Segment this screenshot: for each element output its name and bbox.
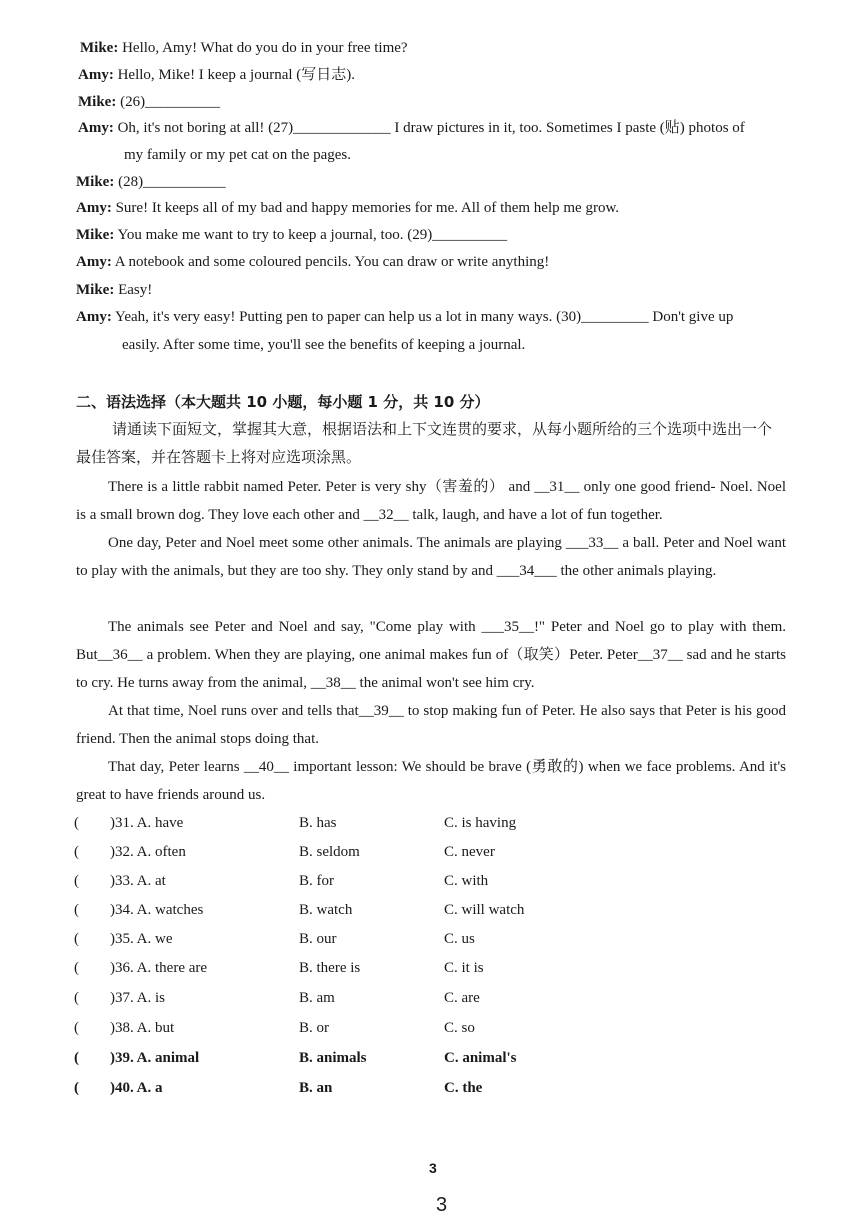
question-option-c: C. will watch [444,902,525,918]
question-option-c: C. animal's [444,1050,517,1066]
speaker-label: Mike: [76,282,115,298]
question-option-b: B. seldom [299,844,360,860]
dialogue-line [76,307,733,327]
answer-paren: ( [74,1020,79,1036]
answer-paren: ( [74,815,79,831]
dialogue-text: Oh, it's not boring at all! (27)_____________ I draw pictures in it, too. Sometimes I paste (贴) photos of [113,120,745,136]
question-option-b: B. animals [299,1050,367,1066]
question-row [74,990,594,1012]
question-option-a: )37. A. is [110,990,166,1006]
question-row [74,844,594,866]
dialogue-text: easily. After some time, you'll see the benefits of keeping a journal. [122,337,526,353]
question-option-c: C. with [444,873,489,889]
question-option-b: B. watch [299,902,353,918]
dialogue-text: Hello, Mike! I keep a journal (写日志). [113,67,356,83]
dialogue-line [76,280,152,300]
question-option-b: B. for [299,873,334,889]
question-option-a: )32. A. often [110,844,186,860]
dialogue-line [76,252,549,272]
passage-paragraph: That day, Peter learns __40__ important lesson: We should be brave (勇敢的) when we face problems. And it's great to have friends around us. [76,759,786,803]
dialogue-line [122,335,525,355]
passage-paragraph: The animals see Peter and Noel and say, "Come play with ___35__!" Peter and Noel go to play with them. But__36__ a problem. When they are playing, one animal makes fun of（取笑）Peter. Peter__37__ sad and he starts to cry. He turns away from the animal, __38__ the animal won't see him cry. [76,619,786,691]
question-option-a: )39. A. animal [110,1050,200,1066]
question-row [74,873,594,895]
dialogue-line [78,65,355,85]
answer-paren: ( [74,844,79,860]
dialogue-text: Sure! It keeps all of my bad and happy memories for me. All of them help me grow. [111,200,620,216]
dialogue-line [76,198,619,218]
dialogue-line [76,225,507,245]
speaker-label: Amy: [76,309,112,325]
speaker-label: Amy: [78,67,114,83]
question-option-b: B. has [299,815,337,831]
speaker-label: Amy: [76,200,112,216]
dialogue-text: Hello, Amy! What do you do in your free time? [118,40,408,56]
dialogue-text: A notebook and some coloured pencils. You can draw or write anything! [111,254,550,270]
dialogue-line [80,38,408,58]
answer-paren: ( [74,990,79,1006]
dialogue-text: my family or my pet cat on the pages. [124,147,352,163]
speaker-label: Amy: [76,254,112,270]
question-option-c: C. is having [444,815,517,831]
answer-paren: ( [74,873,79,889]
question-row [74,1020,594,1042]
speaker-label: Mike: [76,174,115,190]
question-option-a: )31. A. have [110,815,184,831]
question-option-c: C. never [444,844,495,860]
dialogue-line [78,118,745,138]
section-instruction: 请通读下面短文，掌握其大意，根据语法和上下文连贯的要求，从每小题所给的三个选项中选出一个最佳答案，并在答题卡上将对应选项涂黑。 [76,420,773,466]
section-title: 二、语法选择（本大题共 10 小题，每小题 1 分，共 10 分） [76,393,490,411]
question-option-b: B. or [299,1020,329,1036]
dialogue-text: (26)__________ [116,94,221,110]
question-option-a: )35. A. we [110,931,173,947]
dialogue-text: You make me want to try to keep a journal, too. (29)__________ [114,227,508,243]
question-row [74,931,594,953]
speaker-label: Mike: [80,40,119,56]
speaker-label: Mike: [78,94,117,110]
question-row [74,960,594,982]
passage-paragraph: There is a little rabbit named Peter. Peter is very shy（害羞的） and __31__ only one good friend- Noel. Noel is a small brown dog. They love each other and __32__ talk, laugh, and have a lot of fun together. [76,479,786,523]
page-number-small: 3 [429,1160,437,1176]
question-option-b: B. our [299,931,337,947]
passage-paragraph: At that time, Noel runs over and tells that__39__ to stop making fun of Peter. He also says that Peter is his good friend. Then the animal stops doing that. [76,703,786,747]
answer-paren: ( [74,960,79,976]
question-option-a: )38. A. but [110,1020,175,1036]
question-option-c: C. it is [444,960,484,976]
question-row [74,815,594,837]
dialogue-line [78,92,220,112]
dialogue-text: (28)___________ [114,174,226,190]
speaker-label: Amy: [78,120,114,136]
question-option-c: C. the [444,1080,483,1096]
answer-paren: ( [74,1080,79,1096]
question-option-c: C. us [444,931,475,947]
question-option-c: C. are [444,990,480,1006]
dialogue-text: Easy! [114,282,153,298]
question-option-a: )40. A. a [110,1080,163,1096]
passage-paragraph: One day, Peter and Noel meet some other animals. The animals are playing ___33__ a ball. Peter and Noel want to play with the animals, but they are too shy. They only stand by and ___34___ the other animals playing. [76,535,786,579]
answer-paren: ( [74,931,79,947]
speaker-label: Mike: [76,227,115,243]
question-option-a: )33. A. at [110,873,166,889]
question-option-a: )36. A. there are [110,960,208,976]
question-option-a: )34. A. watches [110,902,204,918]
answer-paren: ( [74,1050,79,1066]
dialogue-text: Yeah, it's very easy! Putting pen to paper can help us a lot in many ways. (30)_________ Don't give up [111,309,734,325]
page-number-large: 3 [436,1194,448,1216]
question-option-b: B. there is [299,960,361,976]
dialogue-line [124,145,351,165]
question-option-c: C. so [444,1020,475,1036]
question-row [74,1050,594,1072]
answer-paren: ( [74,902,79,918]
question-option-b: B. am [299,990,335,1006]
question-row [74,902,594,924]
question-option-b: B. an [299,1080,333,1096]
dialogue-line [76,172,226,192]
question-row [74,1080,594,1102]
